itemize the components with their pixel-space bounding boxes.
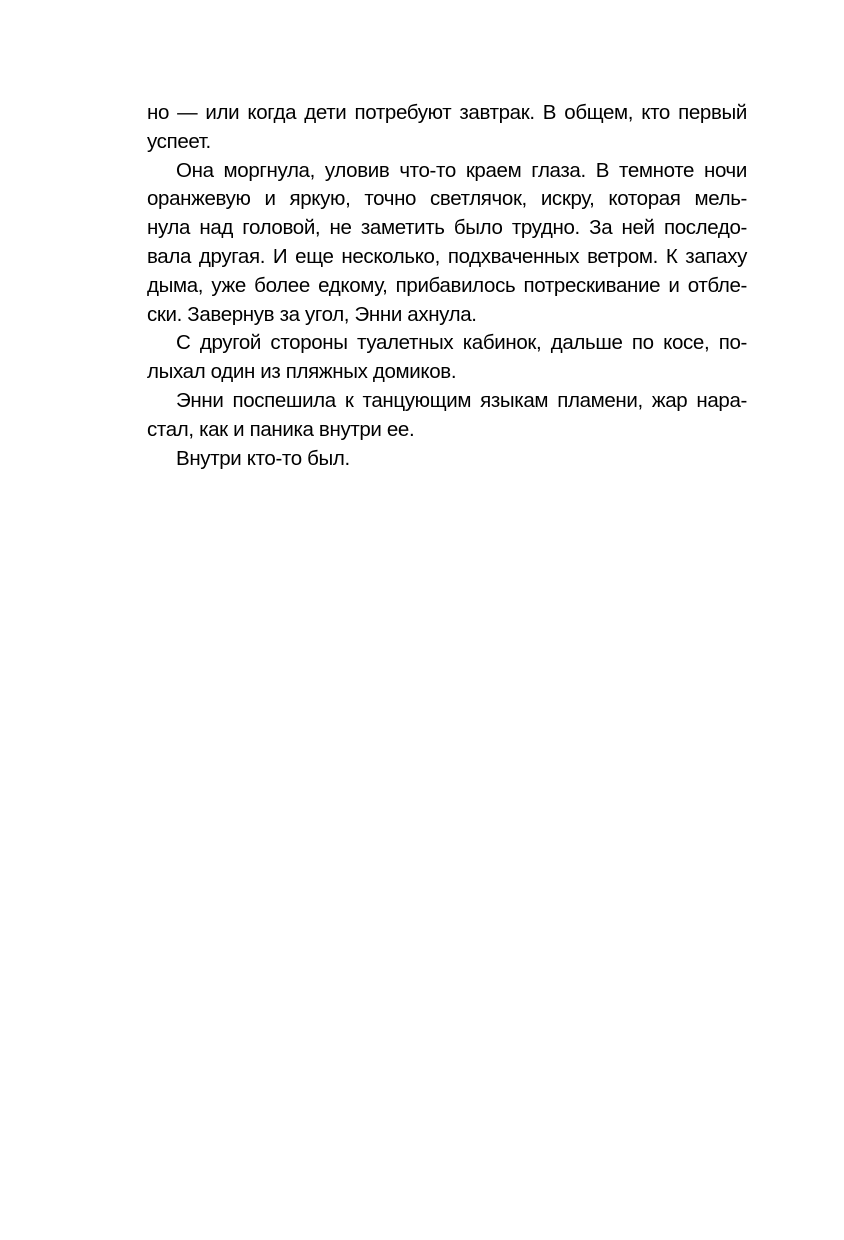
text-line: оранжевую и яркую, точно светлячок, искру, которая мель- — [147, 187, 747, 211]
text-line: но — или когда дети потребуют завтрак. В общем, кто первый — [147, 101, 747, 124]
text-line: дыма, уже более едкому, прибавилось потрескивание и отбле- — [147, 273, 747, 297]
paragraph — [147, 387, 747, 445]
text-line: стал, как и паника внутри ее. — [147, 417, 415, 441]
body-text — [147, 99, 747, 473]
text-line: успеет. — [147, 129, 211, 153]
text-line: ски. Завернув за угол, Энни ахнула. — [147, 302, 477, 326]
text-line: вала другая. И еще несколько, подхваченных ветром. К запаху — [147, 244, 747, 268]
text-line: лыхал один из пляжных домиков. — [147, 360, 457, 384]
text-line: Энни поспешила к танцующим языкам пламени, жар нара- — [176, 388, 747, 412]
paragraph — [147, 157, 747, 330]
text-line: нула над головой, не заметить было трудно. За ней последо- — [147, 216, 747, 240]
text-line: С другой стороны туалетных кабинок, дальше по косе, по- — [176, 331, 747, 355]
text-line: Внутри кто-то был. — [176, 446, 350, 470]
paragraph — [147, 445, 747, 474]
paragraph — [147, 329, 747, 387]
text-line: Она моргнула, уловив что-то краем глаза. В темноте ночи — [176, 158, 747, 182]
paragraph — [147, 99, 747, 157]
